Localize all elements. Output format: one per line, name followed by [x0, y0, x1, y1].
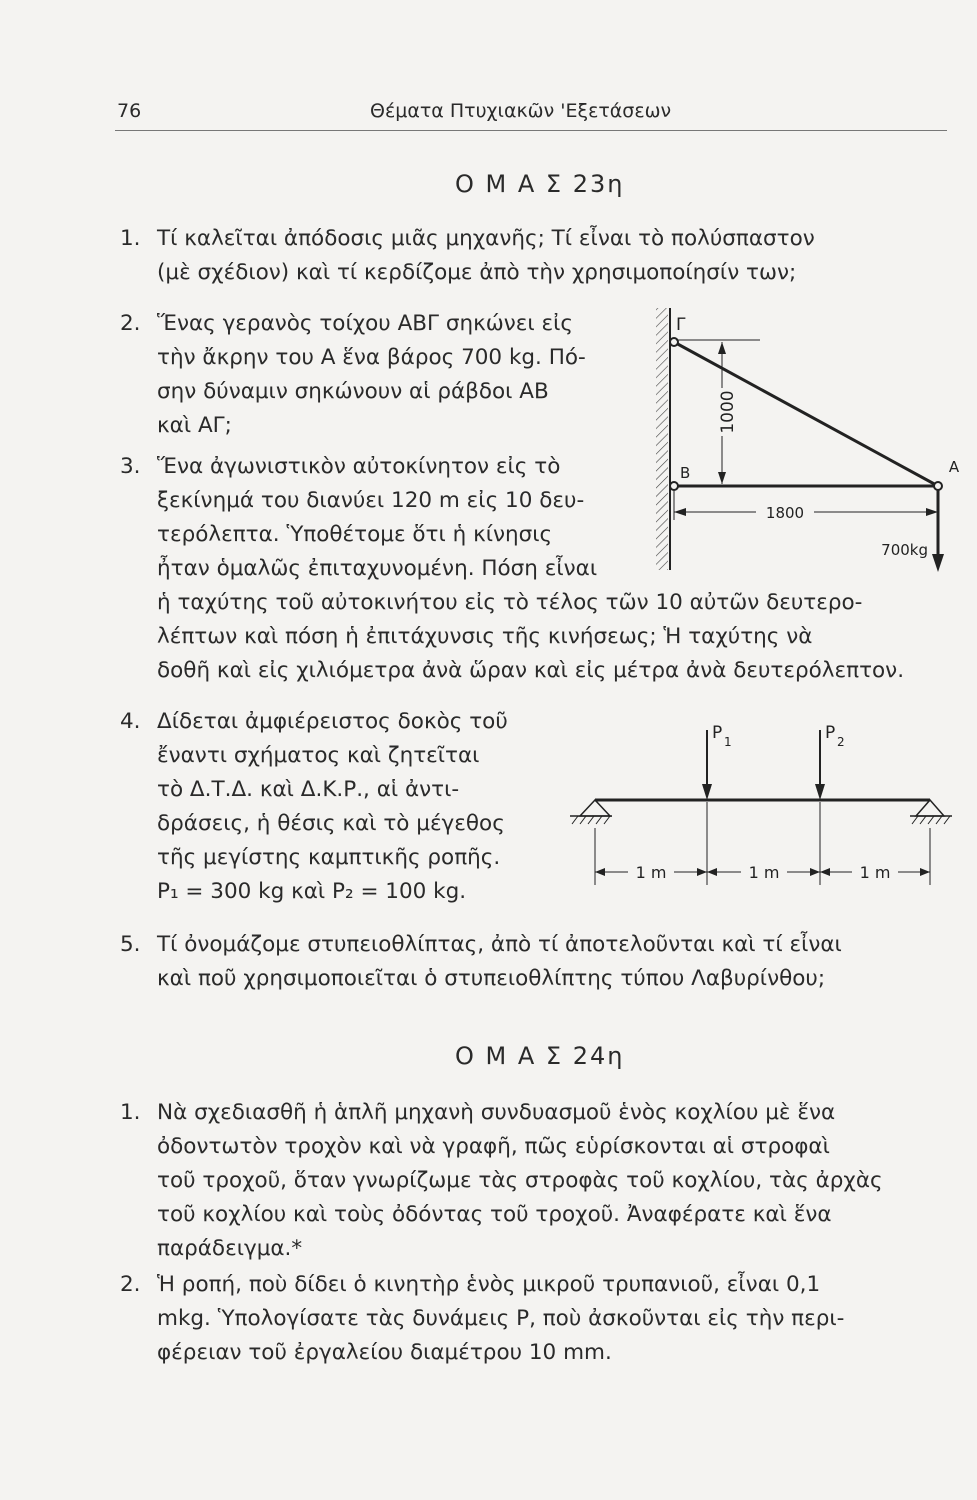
text-line: (μὲ σχέδιον) καὶ τί κερδίζομε ἀπὸ τὴν χρησιμοποίησίν των; [157, 260, 797, 285]
text-line: σην δύναμιν σηκώνουν αἱ ράβδοι ΑΒ [157, 379, 549, 404]
header-rule [115, 130, 947, 131]
dim-arrow-down [718, 472, 726, 484]
page-number: 76 [117, 100, 142, 122]
joint-b [670, 482, 678, 490]
dim-arrow-right [926, 508, 938, 516]
text-line: καὶ ποῦ χρησιμοποιεῖται ὁ στυπειοθλίπτης τύπου Λαβυρίνθου; [157, 966, 826, 991]
question-number: 3. [120, 454, 141, 479]
text-line: P₁ = 300 kg καὶ P₂ = 100 kg. [157, 879, 467, 904]
dim-arrow-left [674, 508, 686, 516]
height-dim-label: 1000 [718, 390, 738, 434]
text-line: τὴν ἄκρην του Α ἕνα βάρος 700 kg. Πό- [157, 345, 586, 370]
text-line: καὶ ΑΓ; [157, 413, 232, 438]
group-title-24: Ο Μ Α Σ 24η [455, 1042, 625, 1070]
crane-figure [640, 300, 970, 590]
question-number: 1. [120, 1100, 141, 1125]
dim-arrow-up [718, 342, 726, 354]
right-support-hatch [912, 816, 950, 824]
text-line: Ἕνα ἀγωνιστικὸν αὐτοκίνητον εἰς τὸ [157, 454, 561, 479]
text-line: ὀδοντωτὸν τροχὸν καὶ νὰ γραφῆ, πῶς εὑρίσκονται αἱ στροφαὶ [157, 1134, 830, 1159]
load-p1-subscript: 1 [724, 735, 732, 749]
text-line: ἔναντι σχήματος καὶ ζητεῖται [157, 743, 480, 768]
right-support [916, 800, 944, 816]
text-line: ξεκίνημά του διανύει 120 m εἰς 10 δευ- [157, 488, 585, 513]
running-title: Θέματα Πτυχιακῶν 'Εξετάσεων [370, 100, 672, 122]
question-number: 5. [120, 932, 141, 957]
load-label: 700kg [881, 541, 928, 559]
load-p2-subscript: 2 [837, 735, 845, 749]
text-line: τερόλεπτα. Ὑποθέτομε ὅτι ἡ κίνησις [157, 522, 553, 547]
text-line: mkg. Ὑπολογίσατε τὰς δυνάμεις P, ποὺ ἀσκοῦνται εἰς τὴν περι- [157, 1306, 845, 1331]
joint-g [670, 338, 678, 346]
span3-label: 1 m [859, 863, 891, 882]
label-a: A [948, 458, 960, 476]
text-line: Τί ὀνομάζομε στυπειοθλίπτας, ἀπὸ τί ἀποτελοῦνται καὶ τί εἶναι [157, 932, 842, 957]
text-line: Δίδεται ἀμφιέρειστος δοκὸς τοῦ [157, 709, 508, 734]
text-line: δράσεις, ἡ θέσις καὶ τὸ μέγεθος [157, 811, 505, 836]
text-line: λέπτων καὶ πόση ἡ ἐπιτάχυνσις τῆς κινήσεως; Ἡ ταχύτης νὰ [157, 624, 813, 649]
text-line: τῆς μεγίστης καμπτικῆς ροπῆς. [157, 845, 501, 870]
text-line: τοῦ τροχοῦ, ὅταν γνωρίζωμε τὰς στροφὰς τοῦ κοχλίου, τὰς ἀρχὰς [157, 1168, 883, 1193]
text-line: τοῦ κοχλίου καὶ τοὺς ὀδόντας τοῦ τροχοῦ. Ἀναφέρατε καὶ ἕνα [157, 1202, 832, 1227]
text-line: τὸ Δ.Τ.Δ. καὶ Δ.Κ.Ρ., αἱ ἀντι- [157, 777, 460, 802]
text-line: δοθῆ καὶ εἰς χιλιόμετρα ἀνὰ ὥραν καὶ εἰς μέτρα ἀνὰ δευτερόλεπτον. [157, 658, 905, 683]
question-number: 1. [120, 226, 141, 251]
left-support-hatch [572, 816, 610, 824]
text-line: παράδειγμα.* [157, 1236, 303, 1261]
load-p1-head [702, 784, 712, 800]
span-dim-label: 1800 [765, 504, 805, 522]
text-line: ἦταν ὁμαλῶς ἐπιταχυνομένη. Πόση εἶναι [157, 556, 598, 581]
text-line: φέρειαν τοῦ ἐργαλείου διαμέτρου 10 mm. [157, 1340, 612, 1365]
text-line: ἡ ταχύτης τοῦ αὐτοκινήτου εἰς τὸ τέλος τῶν 10 αὐτῶν δευτερο- [157, 590, 863, 615]
group-title-23: Ο Μ Α Σ 23η [455, 170, 625, 198]
text-line: Ἡ ροπή, ποὺ δίδει ὁ κινητὴρ ἑνὸς μικροῦ τρυπανιοῦ, εἶναι 0,1 [157, 1272, 821, 1297]
text-line: Νὰ σχεδιασθῆ ἡ ἁπλῆ μηχανὴ συνδυασμοῦ ἑνὸς κοχλίου μὲ ἕνα [157, 1100, 836, 1125]
span2-label: 1 m [748, 863, 780, 882]
label-b: B [680, 464, 691, 482]
text-line: Ἕνας γερανὸς τοίχου ΑΒΓ σηκώνει εἰς [157, 311, 574, 336]
left-support [580, 800, 610, 816]
load-arrow-head [932, 554, 944, 572]
question-number: 4. [120, 709, 141, 734]
load-p2-head [815, 784, 825, 800]
span1-label: 1 m [635, 863, 667, 882]
load-p1-label: P [712, 723, 723, 743]
question-number: 2. [120, 311, 141, 336]
text-line: Τί καλεῖται ἀπόδοσις μιᾶς μηχανῆς; Τί εἶναι τὸ πολύσπαστον [157, 226, 815, 251]
label-gamma: Γ [676, 315, 686, 335]
wall-hatch [656, 308, 668, 570]
beam-figure [550, 710, 960, 900]
joint-a [934, 482, 942, 490]
question-number: 2. [120, 1272, 141, 1297]
load-p2-label: P [825, 723, 836, 743]
